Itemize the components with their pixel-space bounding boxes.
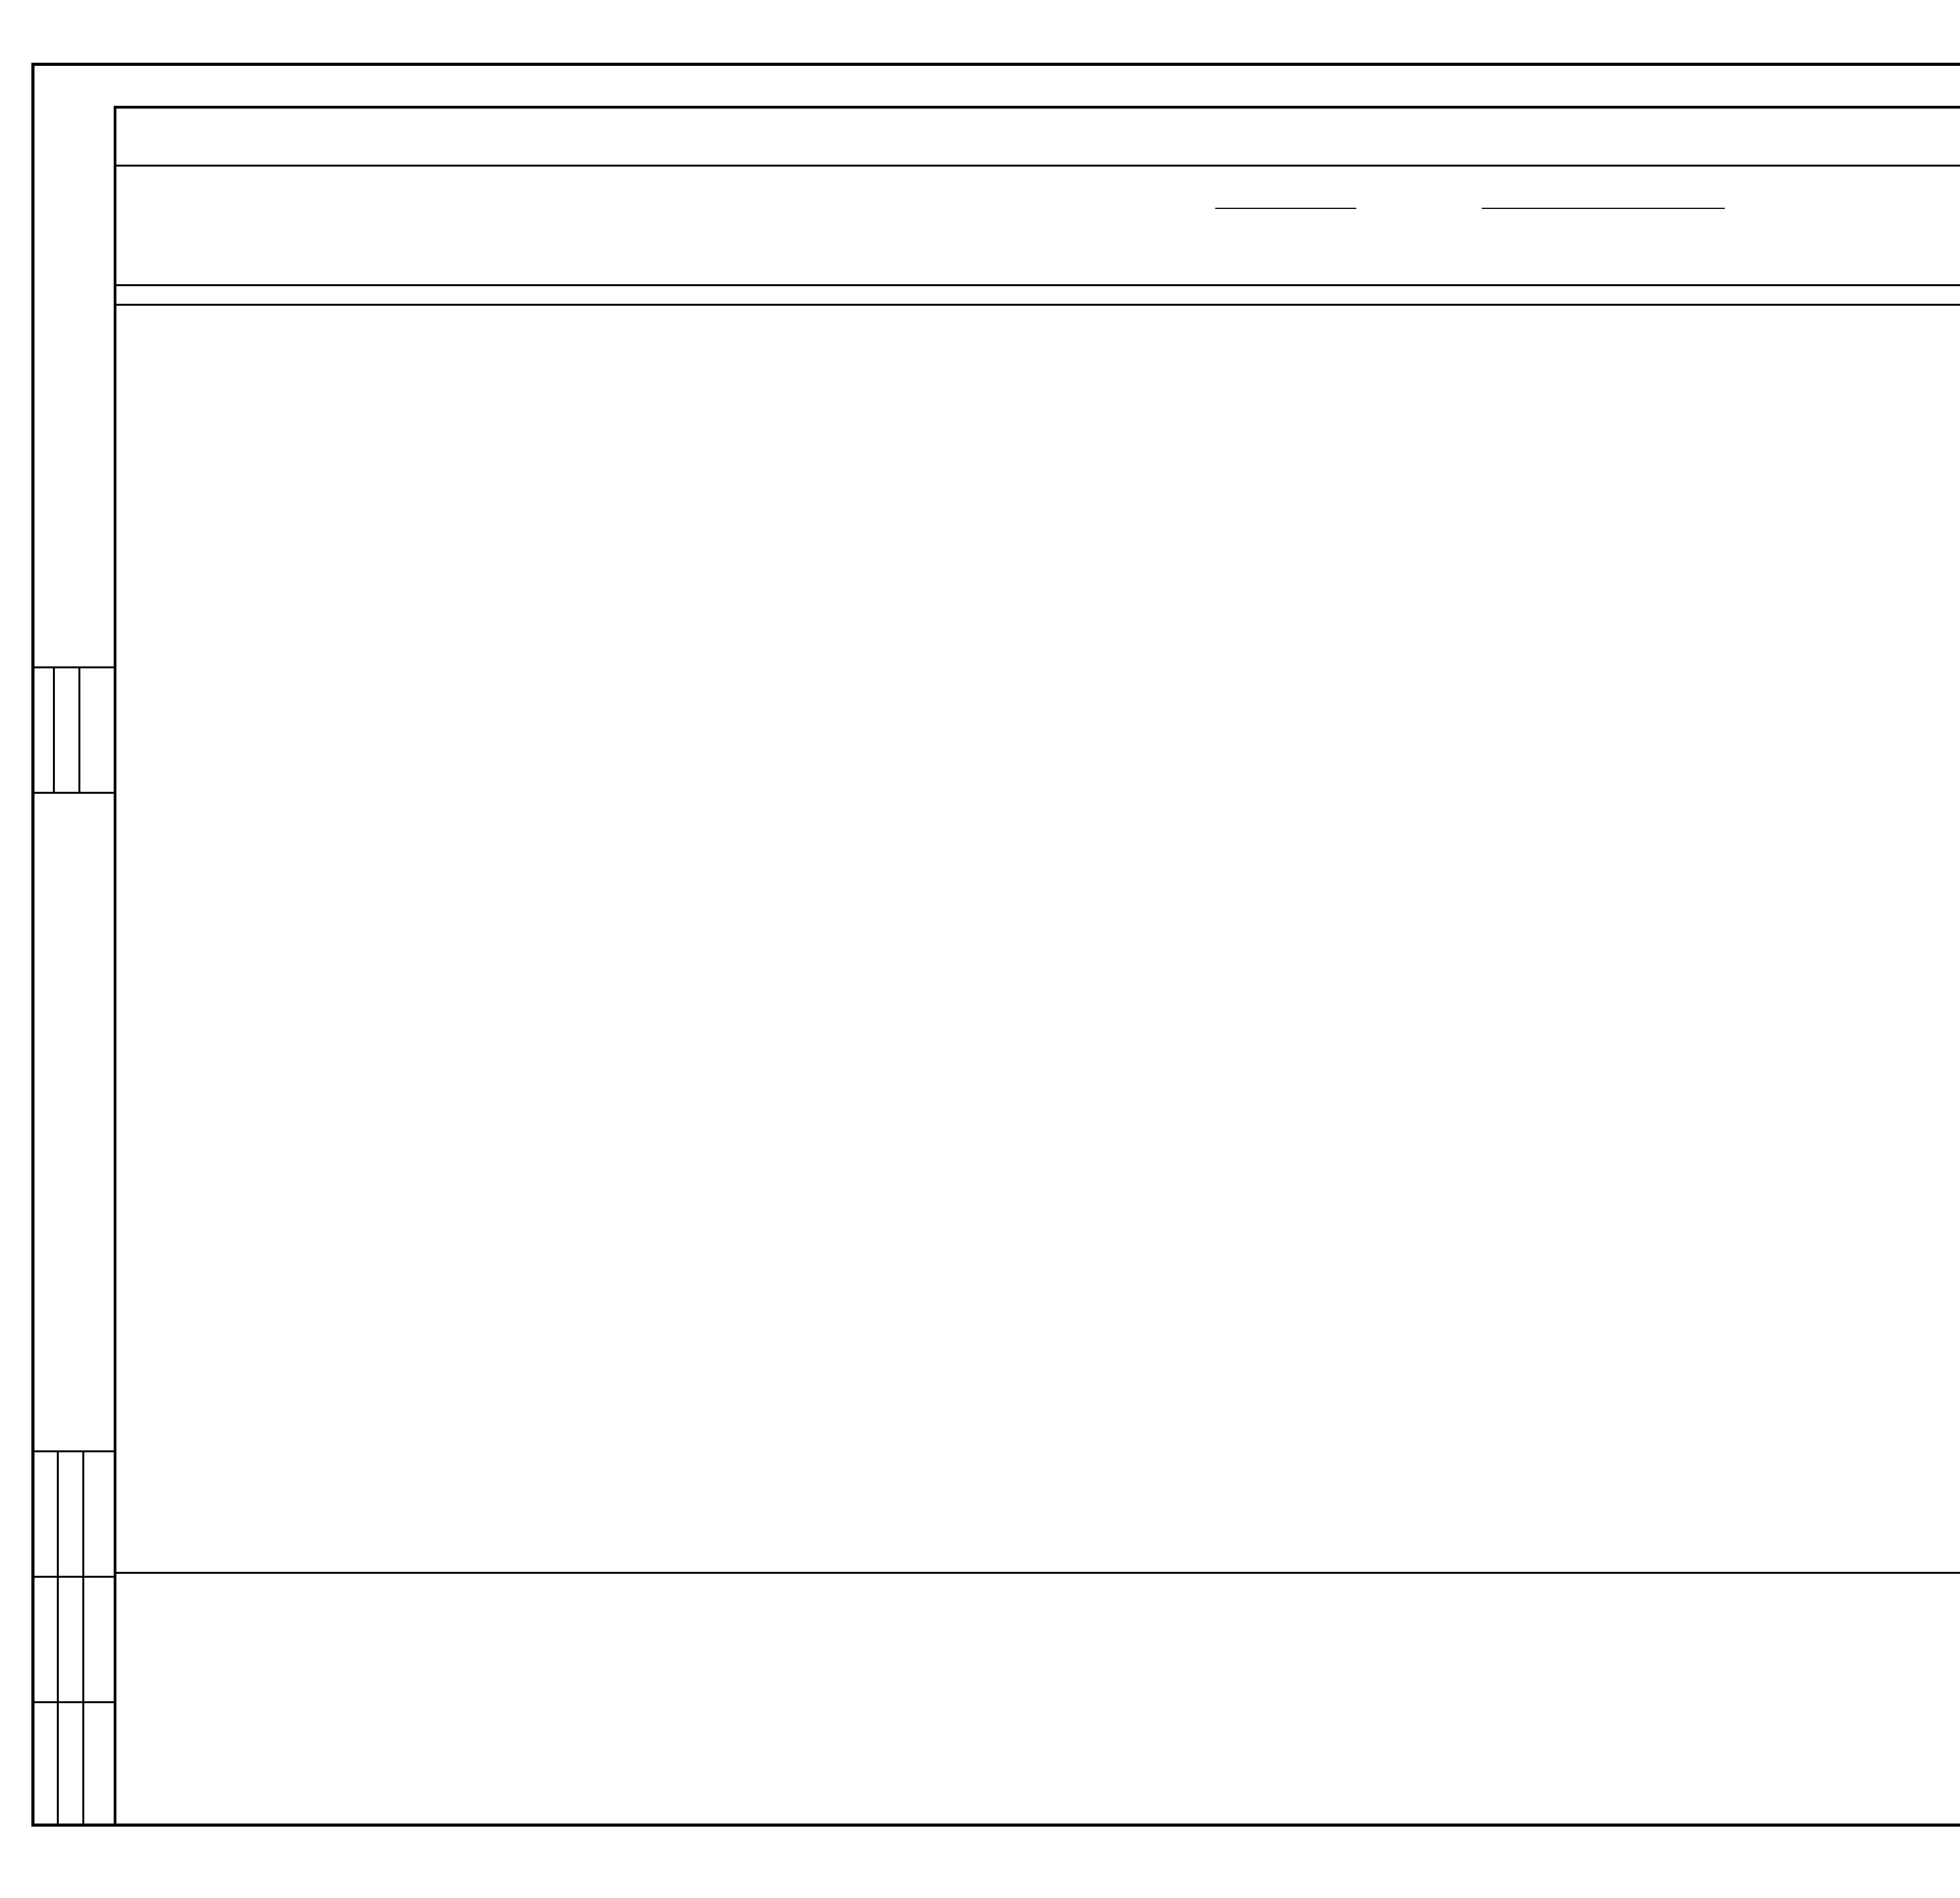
inner-frame bbox=[114, 106, 1960, 1827]
